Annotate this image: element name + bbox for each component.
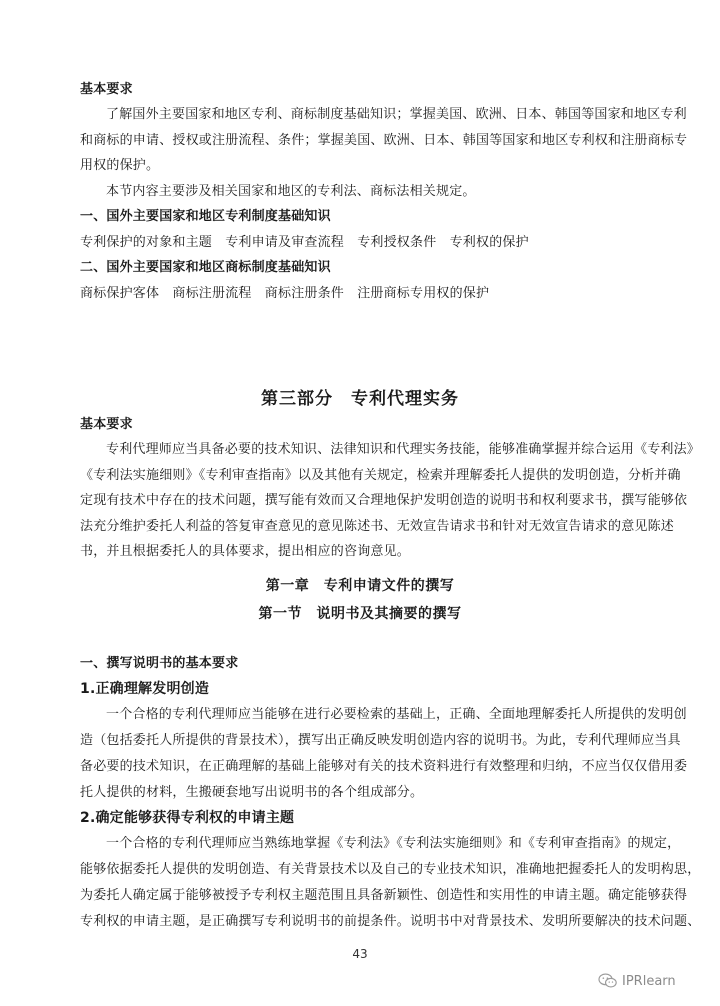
section-title: 第一节 说明书及其摘要的撰写 <box>258 606 462 622</box>
text-line: 专利权的申请主题，是正确撰写专利说明书的前提条件。说明书中对背景技术、发明所要解决的技术问题、 <box>80 914 701 929</box>
text-line: 法充分维护委托人利益的答复审查意见的意见陈述书、无效宣告请求书和针对无效宣告请求的意见陈述 <box>80 519 675 534</box>
topic-list: 商标保护客体 商标注册流程 商标注册条件 注册商标专用权的保护 <box>80 286 490 301</box>
chapter-title: 第一章 专利申请文件的撰写 <box>265 578 455 594</box>
basic-requirements-heading: 基本要求 <box>80 82 133 97</box>
wechat-icon <box>598 972 618 990</box>
scope-note: 本节内容主要涉及相关国家和地区的专利法、商标法相关规定。 <box>106 184 476 199</box>
basic-requirements-heading: 基本要求 <box>80 417 133 432</box>
text-line: 备必要的技术知识，在正确理解的基础上能够对有关的技术资料进行有效整理和归纳，不应当仅仅借用委 <box>80 759 688 774</box>
watermark <box>598 970 676 992</box>
text-line: 书，并且根据委托人的具体要求，提出相应的咨询意见。 <box>80 544 411 559</box>
text-line: 《专利法实施细则》《专利审查指南》以及其他有关规定，检索并理解委托人提供的发明创造，分析并确 <box>80 468 681 483</box>
text-line: 用权的保护。 <box>80 158 160 173</box>
numbered-heading: 2.确定能够获得专利权的申请主题 <box>80 810 295 826</box>
subsection-heading: 二、国外主要国家和地区商标制度基础知识 <box>80 260 331 275</box>
text-line: 了解国外主要国家和地区专利、商标制度基础知识；掌握美国、欧洲、日本、韩国等国家和地区专利 <box>106 107 687 122</box>
text-line: 托人提供的材料，生搬硬套地写出说明书的各个组成部分。 <box>80 785 424 800</box>
page-number: 43 <box>352 947 368 961</box>
part-title: 第三部分 专利代理实务 <box>261 389 459 409</box>
text-line: 造（包括委托人所提供的背景技术），撰写出正确反映发明创造内容的说明书。为此，专利代理师应当具 <box>80 733 681 748</box>
text-line: 一个合格的专利代理师应当熟练地掌握《专利法》《专利法实施细则》和《专利审查指南》的规定， <box>106 836 681 851</box>
text-line: 能够依据委托人提供的发明创造、有关背景技术以及自己的专业技术知识，准确地把握委托人的发明构思， <box>80 862 701 877</box>
text-line: 专利代理师应当具备必要的技术知识、法律知识和代理实务技能，能够准确掌握并综合运用《专利法》 <box>106 442 701 457</box>
text-line: 一个合格的专利代理师应当能够在进行必要检索的基础上，正确、全面地理解委托人所提供的发明创 <box>106 707 687 722</box>
numbered-heading: 1.正确理解发明创造 <box>80 681 210 697</box>
text-line: 和商标的申请、授权或注册流程、条件；掌握美国、欧洲、日本、韩国等国家和地区专利权和注册商标专 <box>80 133 688 148</box>
subsection-heading: 一、国外主要国家和地区专利制度基础知识 <box>80 209 331 224</box>
subsection-heading: 一、撰写说明书的基本要求 <box>80 656 239 671</box>
text-line: 定现有技术中存在的技术问题，撰写能有效而又合理地保护发明创造的说明书和权利要求书，撰写能够依 <box>80 493 688 508</box>
watermark-text: IPRlearn <box>622 973 676 989</box>
topic-list: 专利保护的对象和主题 专利申请及审查流程 专利授权条件 专利权的保护 <box>80 235 529 250</box>
text-line: 为委托人确定属于能够被授予专利权主题范围且具备新颖性、创造性和实用性的申请主题。确定能够获得 <box>80 888 688 903</box>
